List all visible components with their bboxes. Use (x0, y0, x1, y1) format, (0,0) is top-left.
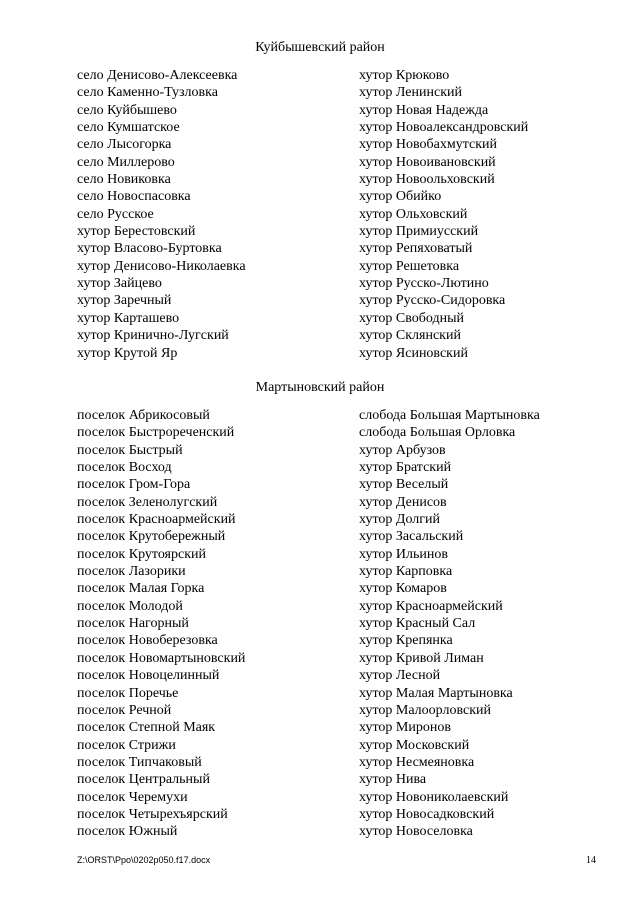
settlement-item: село Денисово-Алексеевка (77, 68, 238, 83)
settlement-item: хутор Зайцево (77, 276, 162, 292)
settlement-item: хутор Красный Сал (359, 616, 476, 632)
settlement-item: хутор Арбузов (359, 442, 446, 458)
settlement-item: село Лысогорка (77, 137, 172, 153)
settlement-item: хутор Новоивановский (359, 154, 496, 170)
settlement-item: хутор Ленинский (359, 85, 462, 101)
settlement-item: поселок Малая Горка (77, 581, 205, 597)
settlement-item: хутор Заречный (77, 293, 172, 309)
settlement-item: хутор Миронов (359, 720, 451, 736)
settlement-item: поселок Степной Маяк (77, 720, 216, 736)
settlement-item: хутор Новосадковский (359, 806, 495, 822)
settlement-item: село Миллерово (77, 154, 175, 170)
settlement-item: поселок Стрижи (77, 737, 176, 753)
settlement-item: хутор Ясиновский (359, 345, 468, 361)
footer-file-path: Z:\ORST\Ppo\0202p050.f17.docx (77, 855, 211, 865)
settlement-item: хутор Братский (359, 460, 452, 476)
settlement-item: поселок Гром-Гора (77, 477, 191, 493)
settlement-item: поселок Абрикосовый (77, 408, 210, 423)
settlement-item: хутор Берестовский (77, 224, 196, 240)
settlement-item: хутор Обийко (359, 189, 442, 205)
settlement-item: хутор Засальский (359, 529, 464, 545)
settlement-item: слобода Большая Орловка (359, 425, 516, 441)
settlement-item: хутор Новоалександровский (359, 120, 529, 136)
settlement-item: поселок Крутоярский (77, 546, 206, 562)
settlement-item: хутор Красноармейский (359, 598, 503, 614)
settlement-item: хутор Крепянка (359, 633, 453, 649)
settlement-item: хутор Крутой Яр (77, 345, 178, 361)
settlement-item: поселок Новоберезовка (77, 633, 218, 649)
settlement-item: хутор Склянский (359, 328, 461, 344)
settlement-item: хутор Долгий (359, 512, 440, 528)
settlement-list-left-kuibyshevsky (77, 67, 246, 362)
settlement-item: хутор Денисов (359, 494, 447, 510)
settlement-item: поселок Поречье (77, 685, 179, 701)
settlement-item: хутор Русско-Сидоровка (359, 293, 506, 309)
settlement-item: поселок Быстрый (77, 442, 183, 458)
settlement-item: хутор Лесной (359, 668, 441, 684)
settlement-item: поселок Молодой (77, 598, 183, 614)
settlement-item: хутор Московский (359, 737, 470, 753)
settlement-item: хутор Репяховатый (359, 241, 473, 257)
settlement-item: поселок Речной (77, 702, 172, 718)
settlement-item: хутор Кринично-Лугский (77, 328, 229, 344)
settlement-item: хутор Новониколаевский (359, 789, 509, 805)
settlement-item: хутор Несмеяновка (359, 754, 475, 770)
settlement-item: поселок Центральный (77, 772, 210, 788)
section-title-kuibyshevsky: Куйбышевский район (255, 40, 385, 55)
settlement-item: хутор Малая Мартыновка (359, 685, 513, 701)
settlement-item: поселок Черемухи (77, 789, 188, 805)
settlement-item: хутор Денисово-Николаевка (77, 258, 246, 274)
settlement-item: хутор Примиусский (359, 224, 479, 240)
settlement-item: хутор Свободный (359, 310, 464, 326)
settlement-item: поселок Крутобережный (77, 529, 226, 545)
settlement-item: хутор Комаров (359, 581, 447, 597)
settlement-list-left-martynovsky (77, 407, 245, 841)
settlement-item: хутор Решетовка (359, 258, 460, 274)
settlement-item: поселок Четырехъярский (77, 806, 228, 822)
settlement-item: хутор Новая Надежда (359, 102, 489, 118)
settlement-item: хутор Карташево (77, 310, 180, 326)
settlement-item: село Новоспасовка (77, 189, 191, 205)
settlement-item: поселок Новомартыновский (77, 650, 246, 666)
settlement-item: хутор Ильинов (359, 546, 448, 562)
section-title-martynovsky: Мартыновский район (255, 380, 385, 395)
settlement-list-right-kuibyshevsky (359, 67, 528, 362)
settlement-item: хутор Карповка (359, 564, 453, 580)
settlement-list-right-martynovsky (359, 407, 540, 841)
settlement-item: поселок Восход (77, 460, 172, 476)
settlement-item: хутор Новоселовка (359, 824, 473, 840)
settlement-item: село Кумшатское (77, 120, 180, 136)
settlement-item: село Новиковка (77, 172, 171, 188)
footer-page-number: 14 (586, 855, 596, 866)
settlement-item: поселок Лазорики (77, 564, 186, 580)
settlement-item: хутор Крюково (359, 68, 450, 83)
settlement-item: поселок Красноармейский (77, 512, 236, 528)
settlement-item: поселок Быстрореченский (77, 425, 235, 441)
settlement-item: хутор Власово-Буртовка (77, 241, 222, 257)
settlement-item: село Куйбышево (77, 102, 177, 118)
settlement-item: хутор Русско-Лютино (359, 276, 489, 292)
settlement-item: поселок Типчаковый (77, 754, 202, 770)
settlement-item: поселок Нагорный (77, 616, 189, 632)
settlement-item: хутор Нива (359, 772, 427, 788)
settlement-item: поселок Южный (77, 824, 178, 840)
settlement-item: хутор Малоорловский (359, 702, 492, 718)
settlement-item: поселок Зеленолугский (77, 494, 218, 510)
settlement-item: хутор Веселый (359, 477, 449, 493)
settlement-item: хутор Ольховский (359, 206, 468, 222)
settlement-item: хутор Кривой Лиман (359, 650, 484, 666)
settlement-item: хутор Новоольховский (359, 172, 495, 188)
settlement-item: село Каменно-Тузловка (77, 85, 218, 101)
settlement-item: хутор Новобахмутский (359, 137, 498, 153)
settlement-item: слобода Большая Мартыновка (359, 408, 540, 423)
settlement-item: поселок Новоцелинный (77, 668, 220, 684)
settlement-item: село Русское (77, 206, 154, 222)
